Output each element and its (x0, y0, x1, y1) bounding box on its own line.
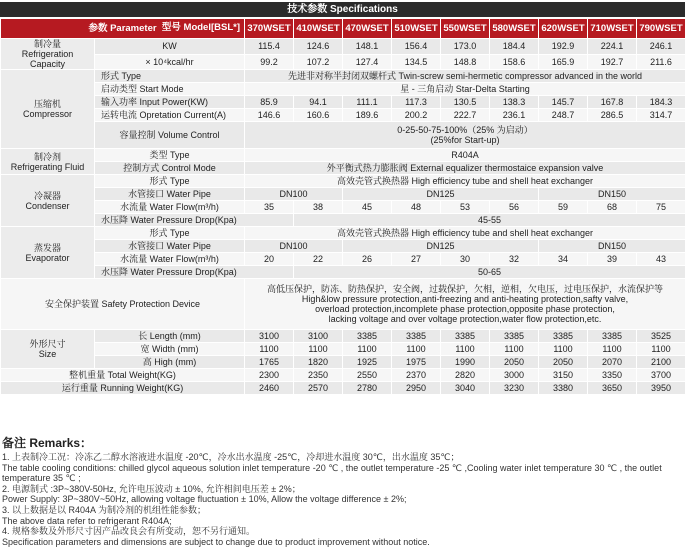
row-condenser-pressure-drop (1, 214, 685, 227)
condenser-type-label: 形式 Type (95, 175, 245, 188)
input-power-5: 130.5 (441, 96, 490, 109)
row-capacity-kcal (1, 54, 685, 70)
running-weight-8: 3650 (588, 382, 637, 395)
spec-title: 技术参数 Specifications (0, 2, 685, 17)
evaporator-water-flow-6: 32 (490, 253, 539, 266)
condenser-water-flow-4: 48 (392, 201, 441, 214)
capacity-kcal-3: 127.4 (343, 54, 392, 70)
row-capacity-kw (1, 39, 685, 55)
evaporator-type-value: 高效壳管式换热器 High efficiency tube and shell heat exchanger (245, 227, 685, 240)
input-power-6: 138.3 (490, 96, 539, 109)
operation-current-2: 160.6 (294, 109, 343, 122)
model-header-7: 620WSET (539, 19, 588, 39)
operation-current-8: 286.5 (588, 109, 637, 122)
condenser-water-flow-1: 35 (245, 201, 294, 214)
total-weight-7: 3150 (539, 369, 588, 382)
length-9: 3525 (637, 330, 685, 343)
operation-current-4: 200.2 (392, 109, 441, 122)
group-refrigeration-capacity: 制冷量 Refrigeration Capacity (1, 39, 95, 70)
row-total-weight (1, 369, 685, 382)
model-header-1: 370WSET (245, 19, 294, 39)
evaporator-type-label: 形式 Type (95, 227, 245, 240)
operation-current-7: 248.7 (539, 109, 588, 122)
control-mode-label: 控制方式 Control Mode (95, 162, 245, 175)
height-label: 高 High (mm) (95, 356, 245, 369)
condenser-water-pipe-3: DN150 (539, 188, 685, 201)
length-1: 3100 (245, 330, 294, 343)
condenser-water-flow-6: 56 (490, 201, 539, 214)
capacity-kcal-1: 99.2 (245, 54, 294, 70)
remark-line-8: 4. 规格参数及外形尺寸因产品改良会有所变动，恕不另行通知。 (2, 526, 256, 537)
width-3: 1100 (343, 343, 392, 356)
capacity-kw-2: 124.6 (294, 39, 343, 55)
capacity-kw-8: 224.1 (588, 39, 637, 55)
group-evaporator: 蒸发器 Evaporator (1, 227, 95, 279)
volume-control-value: 0-25-50-75-100%（25% 为启动） (25%for Start-up) (245, 122, 685, 149)
evaporator-water-flow-9: 43 (637, 253, 685, 266)
row-control-mode (1, 162, 685, 175)
evaporator-water-pipe-label: 水管接口 Water Pipe (95, 240, 245, 253)
remark-line-9: Specification parameters and dimensions are subject to change due to product improvement without notice. (2, 536, 430, 547)
condenser-water-pipe-2: DN125 (343, 188, 539, 201)
input-power-label: 输入功率 Input Power(KW) (95, 96, 245, 109)
capacity-kcal-6: 158.6 (490, 54, 539, 70)
spec-table (0, 18, 685, 395)
width-label: 宽 Width (mm) (95, 343, 245, 356)
capacity-kw-9: 246.1 (637, 39, 685, 55)
row-compressor-type (1, 70, 685, 83)
unit-kw: KW (95, 39, 245, 55)
length-6: 3385 (490, 330, 539, 343)
capacity-kw-6: 184.4 (490, 39, 539, 55)
running-weight-3: 2780 (343, 382, 392, 395)
row-start-mode (1, 83, 685, 96)
remarks-title: 备注 Remarks： (2, 436, 93, 450)
running-weight-7: 3380 (539, 382, 588, 395)
model-header-2: 410WSET (294, 19, 343, 39)
volume-control-label: 容量控制 Volume Control (95, 122, 245, 149)
compressor-type-value: 先进非对称半封闭双螺杆式 Twin-screw semi-hermetic compressor advanced in the world (245, 70, 685, 83)
evaporator-water-pipe-1: DN100 (245, 240, 343, 253)
evaporator-water-flow-3: 26 (343, 253, 392, 266)
input-power-4: 117.3 (392, 96, 441, 109)
condenser-water-flow-label: 水流量 Water Flow(m³/h) (95, 201, 245, 214)
length-label: 长 Length (mm) (95, 330, 245, 343)
length-2: 3100 (294, 330, 343, 343)
row-evaporator-type (1, 227, 685, 240)
condenser-pressure-drop-value: 45-55 (294, 214, 685, 227)
evaporator-water-pipe-3: DN150 (539, 240, 685, 253)
remark-line-7: The above data refer to refrigerant R404A; (2, 515, 172, 526)
total-weight-2: 2350 (294, 369, 343, 382)
height-1: 1765 (245, 356, 294, 369)
running-weight-6: 3230 (490, 382, 539, 395)
width-9: 1100 (637, 343, 685, 356)
condenser-water-flow-5: 53 (441, 201, 490, 214)
total-weight-4: 2370 (392, 369, 441, 382)
total-weight-9: 3700 (637, 369, 685, 382)
condenser-water-flow-8: 68 (588, 201, 637, 214)
remark-line-5: Power Supply: 3P~380V~50Hz, allowing voltage fluctuation ± 10%, Allow the voltage difference ± 2%; (2, 494, 407, 505)
capacity-kw-5: 173.0 (441, 39, 490, 55)
row-safety (1, 279, 685, 330)
operation-current-5: 222.7 (441, 109, 490, 122)
evaporator-water-flow-label: 水流量 Water Flow(m³/h) (95, 253, 245, 266)
unit-kcal: × 10⁴kcal/hr (95, 54, 245, 70)
width-7: 1100 (539, 343, 588, 356)
operation-current-9: 314.7 (637, 109, 685, 122)
header-param-cell (1, 19, 245, 39)
total-weight-5: 2820 (441, 369, 490, 382)
running-weight-1: 2460 (245, 382, 294, 395)
condenser-water-flow-3: 45 (343, 201, 392, 214)
remark-line-2: The table cooling conditions: chilled glycol aqueous solution inlet temperature -20 ℃ , the outlet temperature -25 ℃ ,Cooling water inlet temperature 30 ℃ , the outlet (2, 462, 662, 473)
condenser-water-pipe-1: DN100 (245, 188, 343, 201)
row-condenser-water-flow (1, 201, 685, 214)
operation-current-1: 146.6 (245, 109, 294, 122)
evaporator-water-flow-2: 22 (294, 253, 343, 266)
condenser-water-flow-2: 38 (294, 201, 343, 214)
total-weight-label: 整机重量 Total Weight(KG) (1, 369, 245, 382)
row-length (1, 330, 685, 343)
model-header-3: 470WSET (343, 19, 392, 39)
input-power-1: 85.9 (245, 96, 294, 109)
group-compressor: 压缩机 Compressor (1, 70, 95, 149)
evaporator-water-flow-4: 27 (392, 253, 441, 266)
header-model-label: 型号 Model[BSL*] (161, 22, 240, 33)
length-8: 3385 (588, 330, 637, 343)
evaporator-water-flow-8: 39 (588, 253, 637, 266)
operation-current-3: 189.6 (343, 109, 392, 122)
remark-line-1: 1. 上表制冷工况：冷冻乙二醇水溶液进水温度 -20℃，冷水出水温度 -25℃，冷却进水温度 30℃，出水温度 35℃； (2, 452, 460, 462)
input-power-3: 111.1 (343, 96, 392, 109)
height-3: 1925 (343, 356, 392, 369)
operation-current-6: 236.1 (490, 109, 539, 122)
height-8: 2070 (588, 356, 637, 369)
model-header-9: 790WSET (637, 19, 685, 39)
condenser-water-pipe-label: 水管接口 Water Pipe (95, 188, 245, 201)
total-weight-1: 2300 (245, 369, 294, 382)
start-mode-label: 启动类型 Start Mode (95, 83, 245, 96)
group-refrigerating-fluid: 制冷剂 Refrigerating Fluid (1, 149, 95, 175)
row-operation-current (1, 109, 685, 122)
length-5: 3385 (441, 330, 490, 343)
row-evaporator-water-pipe (1, 240, 685, 253)
length-4: 3385 (392, 330, 441, 343)
total-weight-6: 3000 (490, 369, 539, 382)
length-7: 3385 (539, 330, 588, 343)
total-weight-8: 3350 (588, 369, 637, 382)
capacity-kw-1: 115.4 (245, 39, 294, 55)
running-weight-2: 2570 (294, 382, 343, 395)
safety-protection-value: 高低压保护，防冻、防热保护，安全阀，过载保护，欠相，逆相，欠电压，过电压保护，水流保护等 High&low pressure protection,anti-freezing and anti-heating protection,safty valve, overload protection,incomplete phase protection,opposite phase protection, lacking voltage and over voltage protection,water flow protection,etc. (245, 279, 685, 330)
height-6: 2050 (490, 356, 539, 369)
remark-line-3: temperature 35 ℃ ; (2, 473, 81, 484)
height-5: 1990 (441, 356, 490, 369)
running-weight-4: 2950 (392, 382, 441, 395)
height-4: 1975 (392, 356, 441, 369)
header-row (1, 19, 685, 39)
row-condenser-type (1, 175, 685, 188)
height-2: 1820 (294, 356, 343, 369)
condenser-type-value: 高效壳管式换热器 High efficiency tube and shell heat exchanger (245, 175, 685, 188)
row-condenser-water-pipe (1, 188, 685, 201)
remark-line-6: 3. 以上数据是以 R404A 为制冷剂的机组性能参数； (2, 504, 207, 515)
capacity-kcal-2: 107.2 (294, 54, 343, 70)
capacity-kw-4: 156.4 (392, 39, 441, 55)
capacity-kcal-9: 211.6 (637, 54, 685, 70)
row-input-power (1, 96, 685, 109)
evaporator-pressure-drop-value: 50-65 (294, 266, 685, 279)
evaporator-water-flow-1: 20 (245, 253, 294, 266)
evaporator-pressure-drop-label: 水压降 Water Pressure Drop(Kpa) (95, 266, 294, 279)
row-evaporator-pressure-drop (1, 266, 685, 279)
capacity-kcal-4: 134.5 (392, 54, 441, 70)
input-power-7: 145.7 (539, 96, 588, 109)
capacity-kcal-8: 192.7 (588, 54, 637, 70)
refrigerant-type-label: 类型 Type (95, 149, 245, 162)
operation-current-label: 运转电流 Opretation Current(A) (95, 109, 245, 122)
input-power-9: 184.3 (637, 96, 685, 109)
remark-line-4: 2. 电源制式 :3P~380V-50Hz, 允许电压波动 ± 10%, 允许相间电压差 ± 2%； (2, 483, 301, 494)
row-running-weight (1, 382, 685, 395)
width-4: 1100 (392, 343, 441, 356)
condenser-water-flow-7: 59 (539, 201, 588, 214)
safety-protection-label: 安全保护装置 Safety Protection Device (1, 279, 245, 330)
model-header-6: 580WSET (490, 19, 539, 39)
evaporator-water-pipe-2: DN125 (343, 240, 539, 253)
evaporator-water-flow-5: 30 (441, 253, 490, 266)
width-8: 1100 (588, 343, 637, 356)
height-9: 2100 (637, 356, 685, 369)
refrigerant-type-value: R404A (245, 149, 685, 162)
model-header-8: 710WSET (588, 19, 637, 39)
condenser-water-flow-9: 75 (637, 201, 685, 214)
header-param-label: 参数 Parameter (88, 22, 157, 34)
running-weight-5: 3040 (441, 382, 490, 395)
width-6: 1100 (490, 343, 539, 356)
row-volume-control (1, 122, 685, 149)
width-2: 1100 (294, 343, 343, 356)
model-header-5: 550WSET (441, 19, 490, 39)
group-size: 外形尺寸 Size (1, 330, 95, 369)
capacity-kw-3: 148.1 (343, 39, 392, 55)
capacity-kw-7: 192.9 (539, 39, 588, 55)
row-evaporator-water-flow (1, 253, 685, 266)
row-width (1, 343, 685, 356)
condenser-pressure-drop-label: 水压降 Water Pressure Drop(Kpa) (95, 214, 294, 227)
compressor-type-label: 形式 Type (95, 70, 245, 83)
capacity-kcal-5: 148.8 (441, 54, 490, 70)
capacity-kcal-7: 165.9 (539, 54, 588, 70)
running-weight-label: 运行重量 Running Weight(KG) (1, 382, 245, 395)
width-5: 1100 (441, 343, 490, 356)
running-weight-9: 3950 (637, 382, 685, 395)
width-1: 1100 (245, 343, 294, 356)
length-3: 3385 (343, 330, 392, 343)
remarks (2, 436, 684, 547)
remarks-lines (2, 452, 684, 547)
control-mode-value: 外平衡式热力膨胀阀 External equalizer thermostaice expansion valve (245, 162, 685, 175)
start-mode-value: 星 - 三角启动 Star-Delta Starting (245, 83, 685, 96)
row-height (1, 356, 685, 369)
evaporator-water-flow-7: 34 (539, 253, 588, 266)
model-header-4: 510WSET (392, 19, 441, 39)
row-refrigerant-type (1, 149, 685, 162)
input-power-8: 167.8 (588, 96, 637, 109)
height-7: 2050 (539, 356, 588, 369)
input-power-2: 94.1 (294, 96, 343, 109)
total-weight-3: 2550 (343, 369, 392, 382)
group-condenser: 冷凝器 Condenser (1, 175, 95, 227)
